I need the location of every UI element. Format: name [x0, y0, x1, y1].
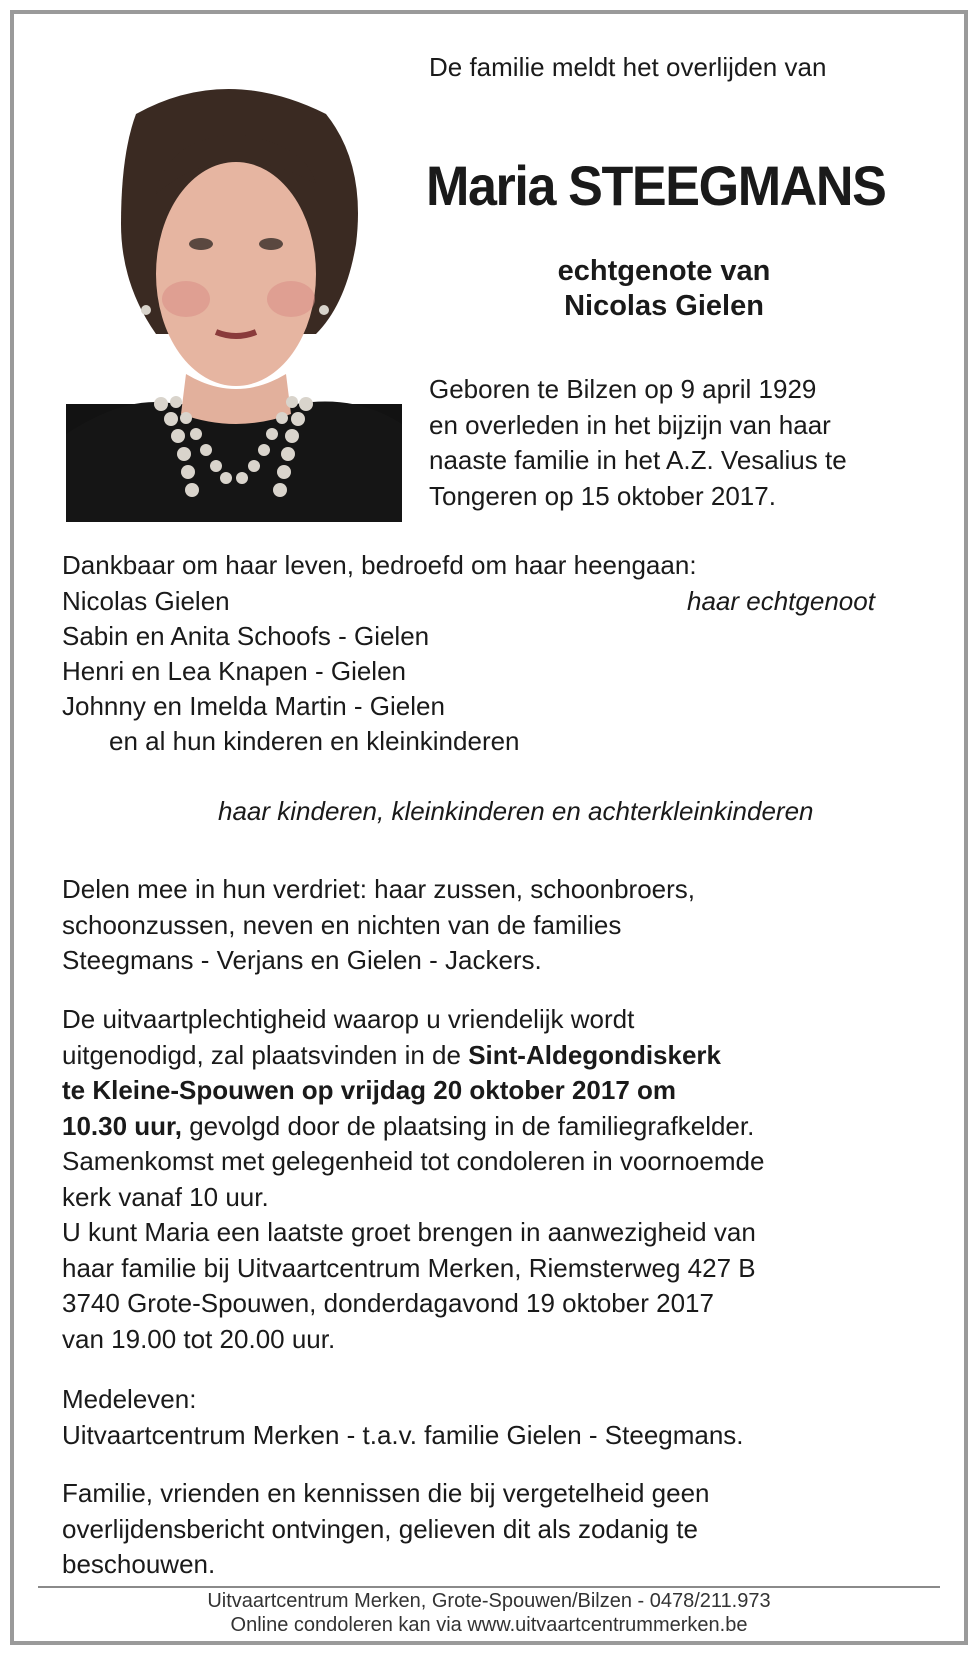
- birth-line: Tongeren op 15 oktober 2017.: [429, 480, 776, 511]
- ceremony-line: kerk vanaf 10 uur.: [62, 1181, 269, 1212]
- spouse-name: Nicolas Gielen: [564, 290, 764, 322]
- ceremony-line: [62, 1109, 922, 1145]
- family-spouse: Nicolas Gielen: [62, 586, 230, 616]
- ceremony-text: uitgenodigd, zal plaatsvinden in de: [62, 1039, 469, 1070]
- spouse-label: echtgenote van: [557, 255, 771, 287]
- intro-text: De familie meldt het overlijden van: [429, 52, 827, 82]
- condolence-label: Medeleven:: [62, 1384, 197, 1414]
- notice-paragraph: [62, 1476, 922, 1583]
- family-child: Johnny en Imelda Martin - Gielen: [62, 691, 445, 721]
- family-grandchildren: en al hun kinderen en kleinkinderen: [109, 726, 520, 756]
- relatives-paragraph: [62, 872, 922, 979]
- church-name: Sint-Aldegondiskerk: [468, 1039, 722, 1070]
- family-spouse-role: haar echtgenoot: [687, 586, 875, 616]
- family-child: Henri en Lea Knapen - Gielen: [62, 656, 407, 686]
- ceremony-date: te Kleine-Spouwen op vrijdag 20 oktober 2017 om: [62, 1075, 677, 1105]
- ceremony-line: U kunt Maria een laatste groet brengen in aanwezigheid van: [62, 1217, 756, 1247]
- ceremony-line: haar familie bij Uitvaartcentrum Merken, Riemsterweg 427 B: [62, 1252, 756, 1283]
- ceremony-line: Samenkomst met gelegenheid tot condoleren in voornoemde: [62, 1146, 765, 1176]
- condolence-address: Uitvaartcentrum Merken - t.a.v. familie Gielen - Steegmans.: [62, 1419, 744, 1450]
- family-intro: Dankbaar om haar leven, bedroefd om haar heengaan:: [62, 550, 697, 580]
- portrait-photo: [66, 74, 402, 522]
- relatives-line: Delen mee in hun verdriet: haar zussen, schoonbroers,: [62, 874, 696, 904]
- family-children-role: haar kinderen, kleinkinderen en achterkleinkinderen: [218, 796, 814, 826]
- notice-frame: [10, 10, 968, 1645]
- ceremony-time: 10.30 uur,: [62, 1110, 182, 1141]
- relatives-line: schoonzussen, neven en nichten van de families: [62, 909, 622, 940]
- ceremony-paragraph: [62, 1002, 922, 1357]
- ceremony-line: [62, 1038, 922, 1074]
- notice-line: beschouwen.: [62, 1549, 216, 1579]
- deceased-name: Maria STEEGMANS: [426, 154, 886, 217]
- portrait-illustration: [66, 74, 402, 522]
- birth-line: naaste familie in het A.Z. Vesalius te: [429, 445, 847, 475]
- notice-line: overlijdensbericht ontvingen, gelieven dit als zodanig te: [62, 1513, 698, 1544]
- relatives-line: Steegmans - Verjans en Gielen - Jackers.: [62, 945, 542, 975]
- ceremony-line: 3740 Grote-Spouwen, donderdagavond 19 oktober 2017: [62, 1288, 714, 1318]
- footer-contact: Uitvaartcentrum Merken, Grote-Spouwen/Bilzen - 0478/211.973: [207, 1590, 771, 1612]
- family-child: Sabin en Anita Schoofs - Gielen: [62, 621, 430, 651]
- notice-content: [14, 14, 964, 1641]
- ceremony-line: van 19.00 tot 20.00 uur.: [62, 1323, 336, 1354]
- ceremony-text: gevolgd door de plaatsing in de familiegrafkelder.: [181, 1110, 755, 1141]
- ceremony-line: De uitvaartplechtigheid waarop u vriendelijk wordt: [62, 1004, 635, 1034]
- spouse-block: [534, 254, 794, 324]
- birth-line: en overleden in het bijzijn van haar: [429, 409, 831, 440]
- condolence-paragraph: [62, 1382, 922, 1453]
- ceremony-line: [62, 1073, 922, 1109]
- footer-website: Online condoleren kan via www.uitvaartcentrummerken.be: [230, 1614, 748, 1636]
- notice-line: Familie, vrienden en kennissen die bij vergetelheid geen: [62, 1478, 710, 1508]
- birth-text: [429, 372, 847, 514]
- footer-divider: [38, 1586, 940, 1588]
- birth-line: Geboren te Bilzen op 9 april 1929: [429, 374, 817, 404]
